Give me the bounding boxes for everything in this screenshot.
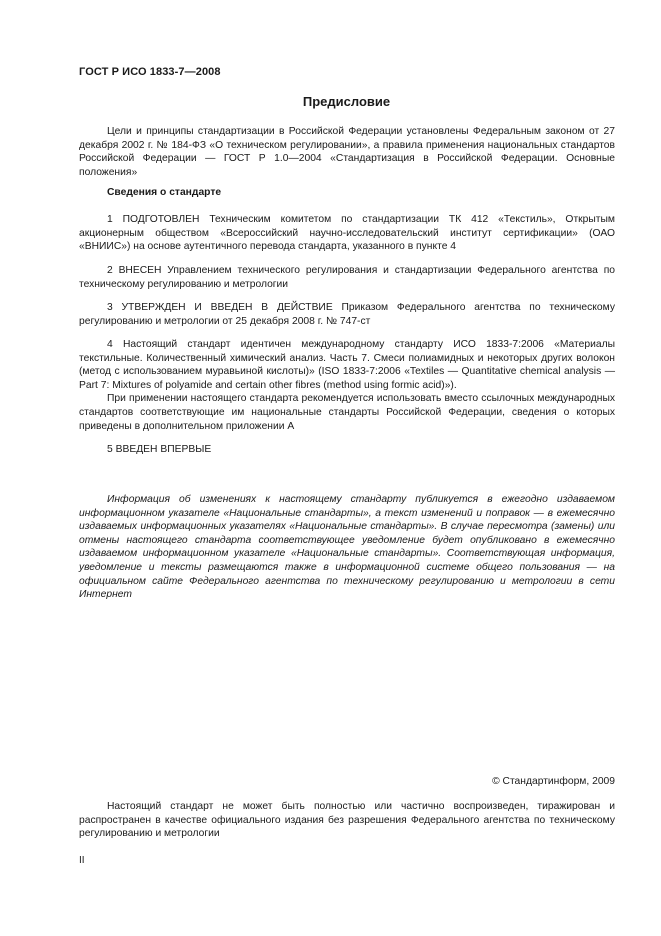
page-title: Предисловие	[302, 94, 391, 109]
item-4-note: При применении настоящего стандарта рекомендуется использовать вместо ссылочных международных стандартов соответствующие им национальные стандарты Российской Федерации, сведения о которых приведены в дополнительном приложении А	[79, 393, 615, 432]
item-3-text: 3 УТВЕРЖДЕН И ВВЕДЕН В ДЕЙСТВИЕ Приказом Федерального агентства по техническому регулированию и метрологии от 25 декабря 2008 г. № 747-ст	[79, 302, 615, 327]
standard-code-header: ГОСТ Р ИСО 1833-7—2008	[79, 66, 221, 78]
item-4	[79, 338, 615, 433]
info-heading: Сведения о стандарте	[107, 187, 222, 198]
item-5-text: 5 ВВЕДЕН ВПЕРВЫЕ	[107, 444, 212, 455]
intro-paragraph	[79, 125, 615, 179]
info-heading-block	[79, 186, 615, 200]
item-1	[79, 213, 615, 254]
reproduction-notice	[79, 800, 615, 841]
changes-info-text: Информация об изменениях к настоящему стандарту публикуется в ежегодно издаваемом информационном указателе «Национальные стандарты», а текст изменений и поправок — в ежемесячно издаваемых информационных указателях «Национальные стандарты». В случае пересмотра (замены) или отмены настоящего стандарта соответствующее уведомление будет опубликовано в ежемесячно издаваемом информационном указателе «Национальные стандарты». Соответствующая информация, уведомление и тексты размещаются также в информационной системе общего пользования — на официальном сайте Федерального агентства по техническому регулированию и метрологии в сети Интернет	[79, 494, 615, 601]
item-1-text: 1 ПОДГОТОВЛЕН Техническим комитетом по стандартизации ТК 412 «Текстиль», Открытым акционерным обществом «Всероссийский научно-исследовательский институт сертификации» (ОАО «ВНИИС») на основе аутентичного перевода стандарта, указанного в пункте 4	[79, 214, 615, 253]
changes-info	[79, 493, 615, 602]
reproduction-notice-text: Настоящий стандарт не может быть полностью или частично воспроизведен, тиражирован и распространен в качестве официального издания без разрешения Федерального агентства по техническому регулированию и метрологии	[79, 801, 615, 840]
item-5	[79, 443, 615, 457]
item-2-text: 2 ВНЕСЕН Управлением технического регулирования и стандартизации Федерального агентства по техническому регулированию и метрологии	[79, 265, 615, 290]
page-number: II	[79, 855, 85, 866]
item-4-text: 4 Настоящий стандарт идентичен международному стандарту ИСО 1833-7:2006 «Материалы текстильные. Количественный химический анализ. Часть 7. Смеси полиамидных и некоторых других волокон (метод с использованием муравьиной кислоты)» (ISO 1833-7:2006 «Textiles — Quantitative chemical analysis — Part 7: Mixtures of polyamide and certain other fibres (method using formic acid)»).	[79, 339, 615, 391]
item-3	[79, 301, 615, 328]
intro-text: Цели и принципы стандартизации в Российской Федерации установлены Федеральным законом от 27 декабря 2002 г. № 184-ФЗ «О техническом регулировании», а правила применения национальных стандартов Российской Федерации — ГОСТ Р 1.0—2004 «Стандартизация в Российской Федерации. Основные положения»	[79, 126, 615, 178]
copyright-line: © Стандартинформ, 2009	[492, 776, 615, 787]
item-2	[79, 264, 615, 291]
